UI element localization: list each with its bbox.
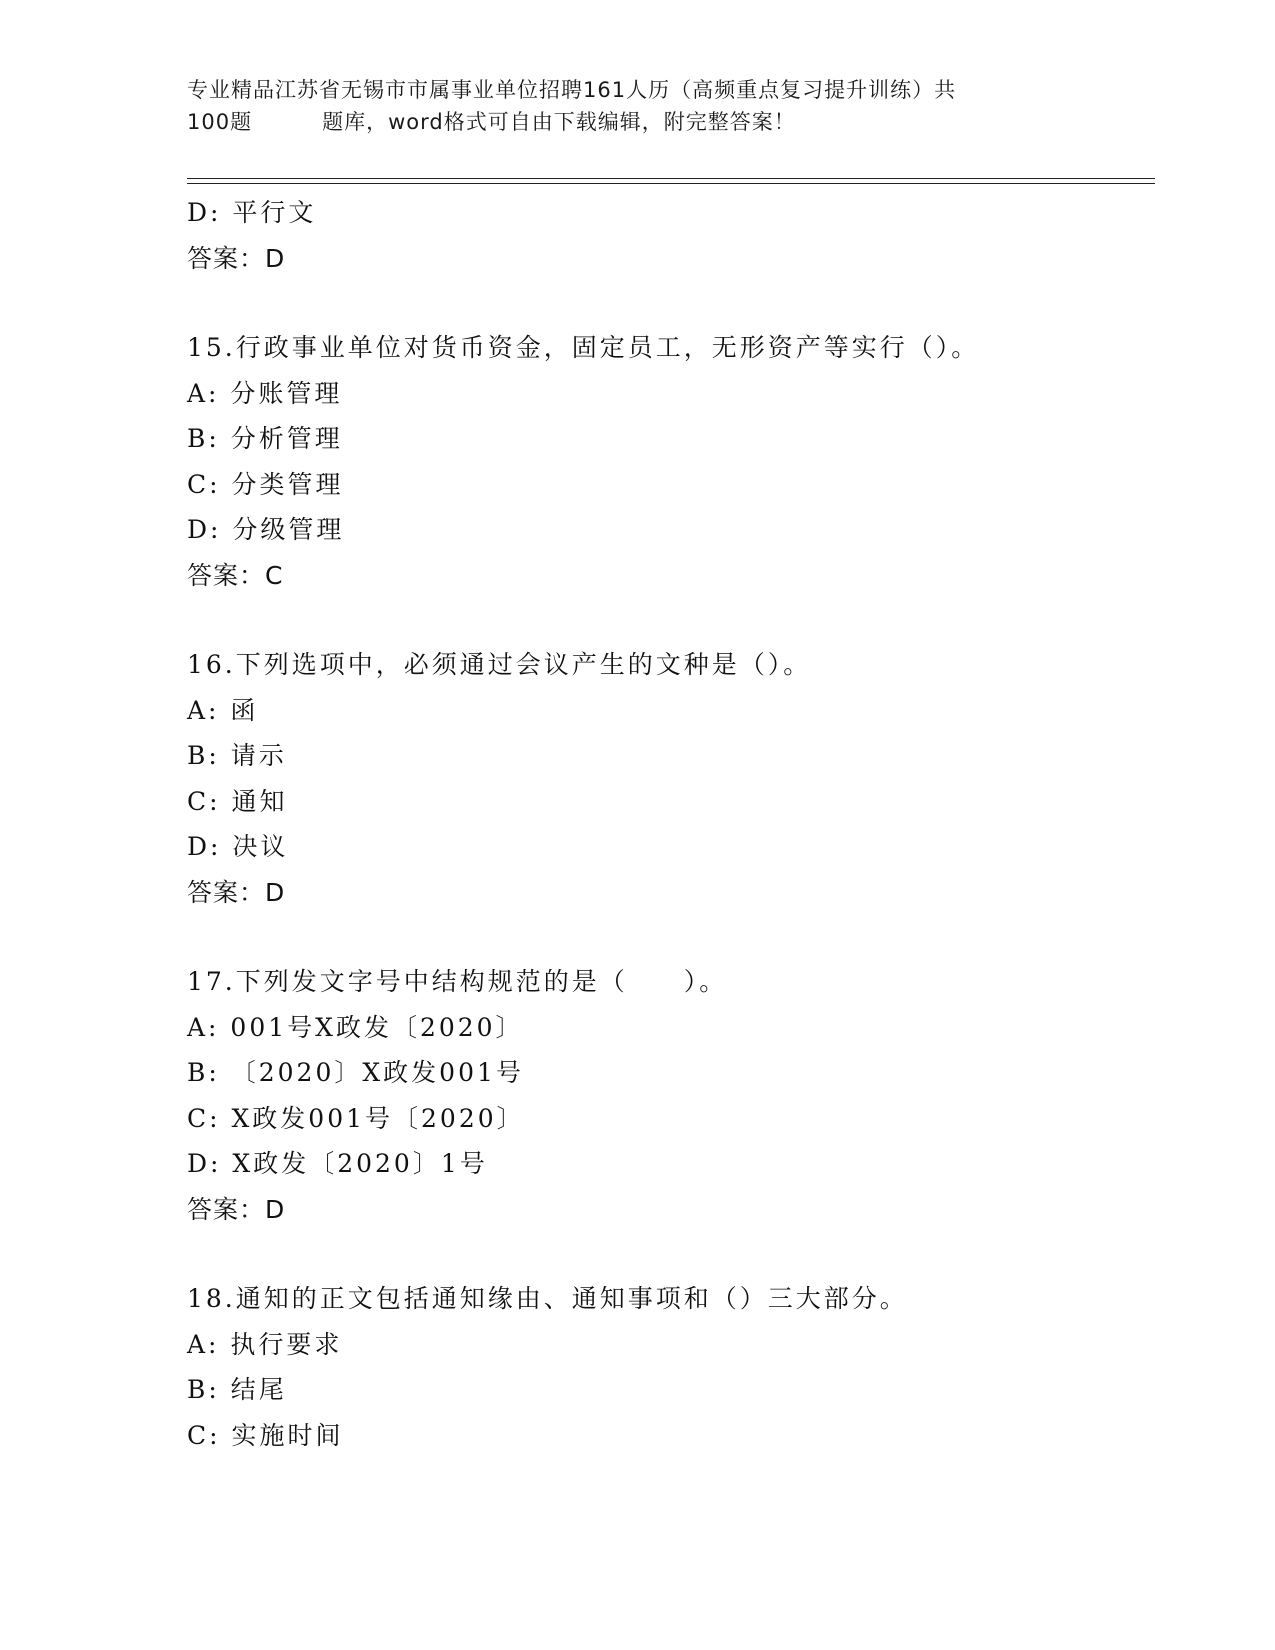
question-list bbox=[187, 190, 1155, 1458]
question-15-option-d: D: 分级管理 bbox=[187, 515, 345, 544]
question-15-stem: 15.行政事业单位对货币资金，固定员工，无形资产等实行（）。 bbox=[187, 333, 980, 362]
question-16-stem: 16.下列选项中，必须通过会议产生的文种是（）。 bbox=[187, 650, 812, 679]
question-18-stem: 18.通知的正文包括通知缘由、通知事项和（）三大部分。 bbox=[187, 1284, 908, 1313]
document-header bbox=[187, 74, 1087, 138]
question-16-option-b: B: 请示 bbox=[187, 741, 287, 770]
question-17-answer: 答案：D bbox=[187, 1194, 286, 1224]
header-divider-top bbox=[187, 178, 1155, 179]
prev-option-d: D: 平行文 bbox=[187, 198, 317, 227]
header-count: 100题 bbox=[187, 110, 253, 134]
question-16-answer: 答案：D bbox=[187, 877, 286, 907]
header-description: 题库，word格式可自由下载编辑，附完整答案！ bbox=[322, 110, 796, 134]
question-15-option-b: B: 分析管理 bbox=[187, 424, 343, 453]
question-18-option-b: B: 结尾 bbox=[187, 1375, 287, 1404]
question-17-option-d: D: X政发〔2020〕1号 bbox=[187, 1149, 488, 1178]
question-17-option-b: B: 〔2020〕X政发001号 bbox=[187, 1058, 524, 1087]
question-17-option-a: A: 001号X政发〔2020〕 bbox=[187, 1012, 524, 1042]
prev-answer: 答案：D bbox=[187, 243, 286, 273]
question-17-option-c: C: X政发001号〔2020〕 bbox=[187, 1103, 525, 1133]
question-16-option-d: D: 决议 bbox=[187, 832, 289, 861]
question-17-stem: 17.下列发文字号中结构规范的是（ ）。 bbox=[187, 967, 728, 996]
question-15-option-c: C: 分类管理 bbox=[187, 469, 344, 499]
header-divider-bottom bbox=[187, 183, 1155, 184]
question-16-option-a: A: 函 bbox=[187, 695, 259, 725]
question-18-option-a: A: 执行要求 bbox=[187, 1329, 343, 1359]
question-15-answer: 答案：C bbox=[187, 560, 284, 590]
header-line-1: 专业精品江苏省无锡市市属事业单位招聘161人历（高频重点复习提升训练）共 bbox=[187, 78, 957, 102]
question-15-option-a: A: 分账管理 bbox=[187, 378, 343, 408]
header-line-2 bbox=[187, 106, 1087, 138]
question-16-option-c: C: 通知 bbox=[187, 786, 288, 816]
question-18-option-c: C: 实施时间 bbox=[187, 1420, 344, 1450]
